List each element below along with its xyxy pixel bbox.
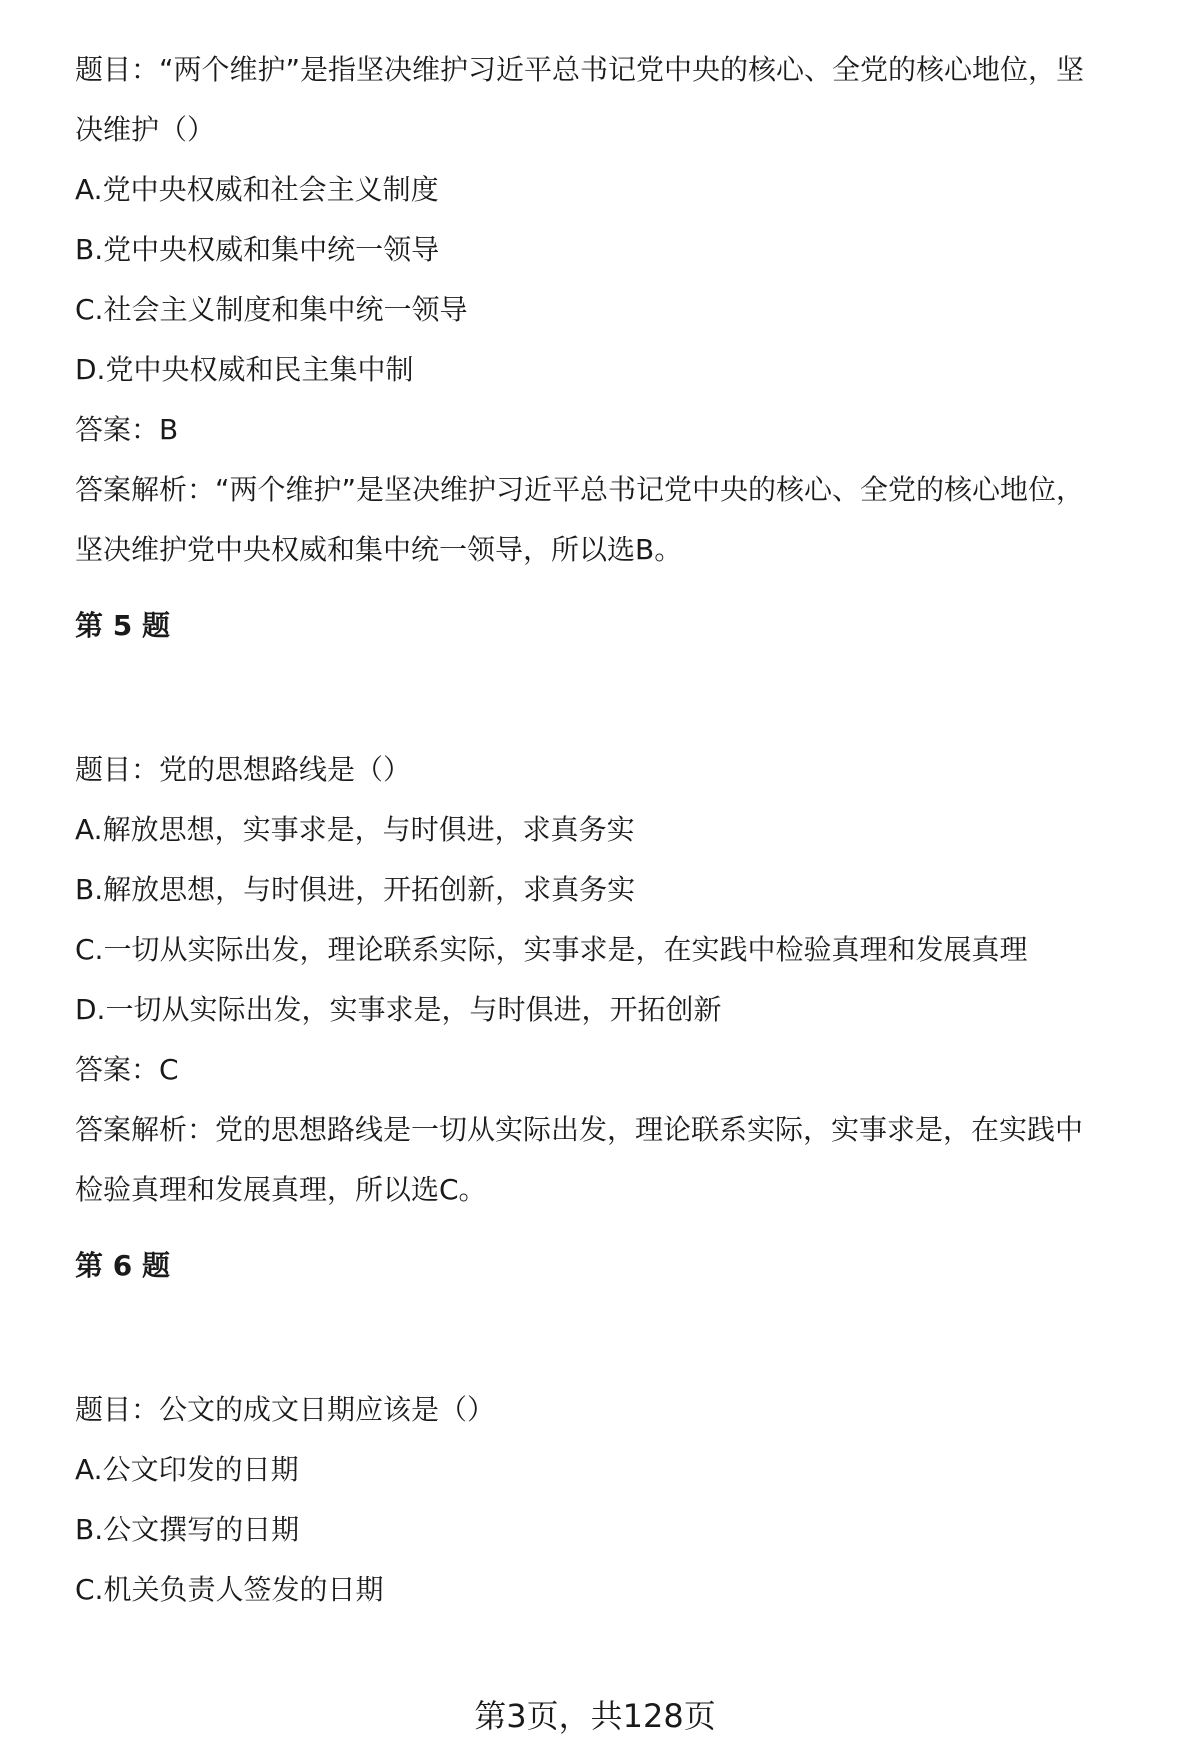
- question-6-heading: 第 6 题: [75, 1249, 170, 1282]
- option-d: D.一切从实际出发，实事求是，与时俱进，开拓创新: [75, 993, 722, 1026]
- question-4-block: [75, 40, 1165, 580]
- answer: 答案：C: [75, 1053, 179, 1086]
- answer-analysis-continued: 坚决维护党中央权威和集中统一领导，所以选B。: [75, 533, 683, 566]
- answer: 答案：B: [75, 413, 179, 446]
- option-a: A.党中央权威和社会主义制度: [75, 173, 439, 206]
- option-c: C.社会主义制度和集中统一领导: [75, 293, 468, 326]
- option-c: C.一切从实际出发，理论联系实际，实事求是，在实践中检验真理和发展真理: [75, 933, 1028, 966]
- question-stem-continued: 决维护（）: [75, 113, 216, 146]
- question-stem: 题目：“两个维护”是指坚决维护习近平总书记党中央的核心、全党的核心地位，坚: [75, 53, 1085, 86]
- document-page: [75, 40, 1165, 1620]
- option-b: B.党中央权威和集中统一领导: [75, 233, 440, 266]
- question-stem: 题目：公文的成文日期应该是（）: [75, 1393, 496, 1426]
- page-number-footer: 第3页，共128页: [474, 1697, 716, 1735]
- option-b: B.公文撰写的日期: [75, 1513, 300, 1546]
- option-b: B.解放思想，与时俱进，开拓创新，求真务实: [75, 873, 636, 906]
- question-6-block: [75, 1380, 1165, 1620]
- option-a: A.解放思想，实事求是，与时俱进，求真务实: [75, 813, 635, 846]
- answer-analysis-continued: 检验真理和发展真理，所以选C。: [75, 1173, 487, 1206]
- option-c: C.机关负责人签发的日期: [75, 1573, 384, 1606]
- answer-analysis: 答案解析：党的思想路线是一切从实际出发，理论联系实际，实事求是，在实践中: [75, 1113, 1084, 1146]
- option-a: A.公文印发的日期: [75, 1453, 299, 1486]
- question-5-block: [75, 740, 1165, 1220]
- question-5-heading: 第 5 题: [75, 609, 170, 642]
- option-d: D.党中央权威和民主集中制: [75, 353, 414, 386]
- question-stem: 题目：党的思想路线是（）: [75, 753, 412, 786]
- answer-analysis: 答案解析：“两个维护”是坚决维护习近平总书记党中央的核心、全党的核心地位，: [75, 473, 1085, 506]
